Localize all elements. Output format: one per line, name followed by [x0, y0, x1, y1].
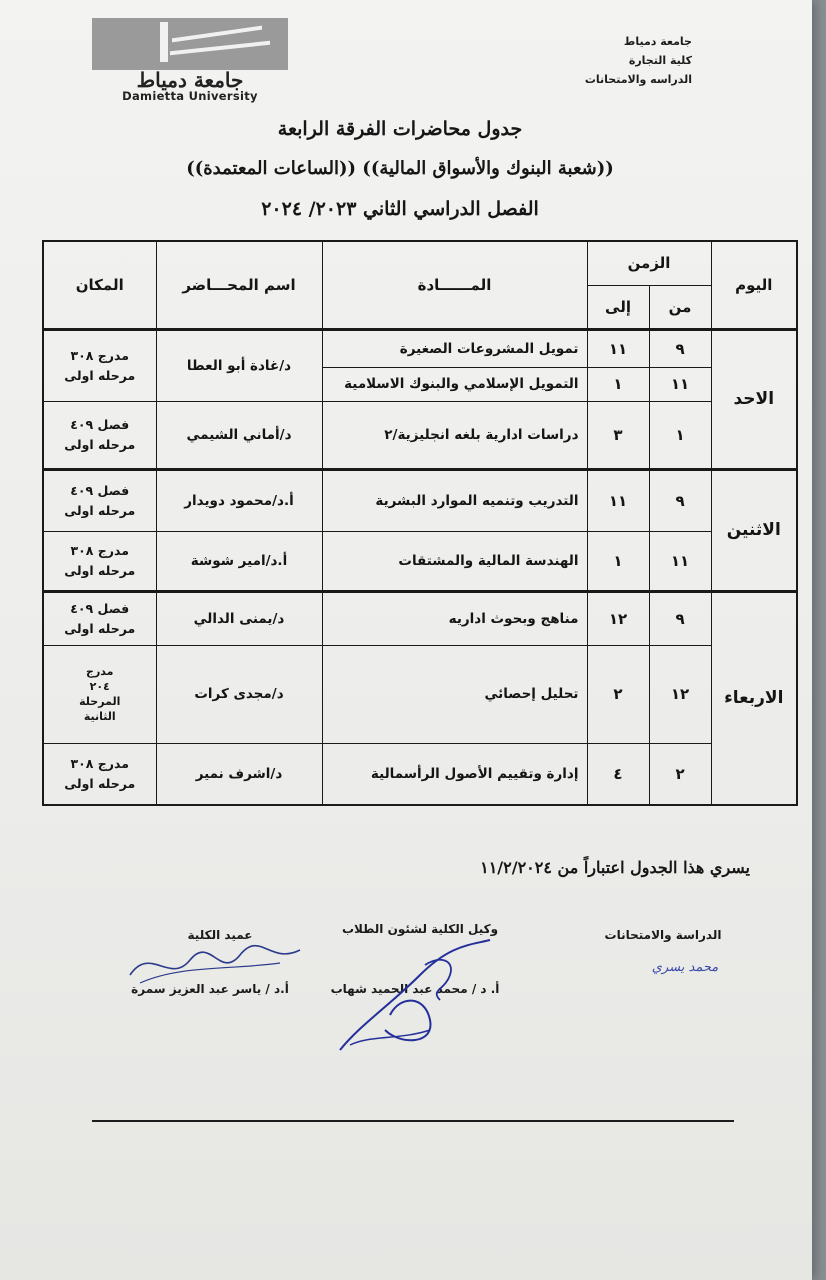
- place-line: مرحله اولى: [64, 502, 136, 518]
- table-row: [43, 591, 797, 645]
- place-line: مدرج ٣٠٨: [70, 347, 129, 363]
- subject-cell: تحليل إحصائي: [322, 645, 587, 743]
- institution-line: جامعة دمياط: [623, 35, 692, 48]
- university-logo: [92, 18, 288, 102]
- header-subject: المــــــادة: [322, 241, 587, 329]
- lecturer-cell: أ.د/محمود دويدار: [156, 469, 322, 531]
- subject-cell: دراسات ادارية بلغه انجليزية/٢: [322, 401, 587, 469]
- place-line: المرحلة: [79, 695, 121, 708]
- place-line: مرحله اولى: [64, 436, 136, 452]
- table-header-row: [43, 241, 797, 285]
- place-line: مدرج ٣٠٨: [70, 542, 129, 558]
- vice-dean-title: وكيل الكلية لشئون الطلاب: [341, 922, 499, 936]
- dean-title: عميد الكلية: [187, 928, 253, 942]
- to-cell: ١١: [587, 329, 649, 367]
- institution-line: كلية التجارة: [628, 54, 692, 67]
- from-cell: ١٢: [649, 645, 711, 743]
- exams-handwritten-name: محمد يسري: [651, 960, 719, 975]
- lecturer-cell: د/أماني الشيمي: [156, 401, 322, 469]
- to-cell: ١٢: [587, 591, 649, 645]
- lecturer-cell: أ.د/امير شوشة: [156, 531, 322, 591]
- subject-cell: تمويل المشروعات الصغيرة: [322, 329, 587, 367]
- table-row: [43, 469, 797, 531]
- place-line: مرحله اولى: [64, 620, 136, 636]
- place-line: مدرج: [86, 665, 114, 678]
- place-line: مرحله اولى: [64, 367, 136, 383]
- place-cell: [43, 645, 156, 743]
- day-cell: الاربعاء: [711, 591, 797, 805]
- day-cell: الاحد: [711, 329, 797, 469]
- header-time: الزمن: [587, 241, 711, 285]
- logo-english-text: Damietta University: [122, 89, 258, 103]
- lecturer-cell: د/اشرف نمير: [156, 743, 322, 805]
- place-cell: [43, 743, 156, 805]
- from-cell: ٩: [649, 469, 711, 531]
- from-cell: ٢: [649, 743, 711, 805]
- table-row: [43, 329, 797, 367]
- place-cell: [43, 401, 156, 469]
- from-cell: ٩: [649, 329, 711, 367]
- vice-dean-name: أ. د / محمد عبد الحميد شهاب: [330, 982, 500, 996]
- day-cell: الاثنين: [711, 469, 797, 591]
- logo-mark-icon: [92, 18, 288, 70]
- institution-line: الدراسه والامتحانات: [584, 73, 692, 86]
- footer-rule: [92, 1120, 734, 1122]
- exams-title: الدراسة والامتحانات: [604, 928, 722, 942]
- vice-dean-signature-icon: [330, 935, 500, 1060]
- lecturer-cell: د/غادة أبو العطا: [156, 329, 322, 401]
- place-line: فصل ٤٠٩: [70, 482, 130, 498]
- from-cell: ١١: [649, 367, 711, 401]
- header-to: إلى: [587, 285, 649, 329]
- header-place: المكان: [43, 241, 156, 329]
- subject-cell: إدارة وتقييم الأصول الرأسمالية: [322, 743, 587, 805]
- header-day: اليوم: [711, 241, 797, 329]
- effective-date-note: يسري هذا الجدول اعتباراً من ١١/٢/٢٠٢٤: [480, 858, 750, 877]
- table-row: [43, 743, 797, 805]
- dean-name: أ.د / ياسر عبد العزيز سمرة: [131, 982, 289, 996]
- subject-cell: التدريب وتنميه الموارد البشرية: [322, 469, 587, 531]
- place-line: الثانية: [83, 710, 116, 723]
- place-line: مرحله اولى: [64, 562, 136, 578]
- header-from: من: [649, 285, 711, 329]
- place-cell: [43, 531, 156, 591]
- header-lecturer: اسم المحـــاضر: [156, 241, 322, 329]
- from-cell: ٩: [649, 591, 711, 645]
- table-row: [43, 401, 797, 469]
- to-cell: ١١: [587, 469, 649, 531]
- subject-cell: مناهج وبحوث اداريه: [322, 591, 587, 645]
- institution-block: [492, 32, 692, 89]
- place-cell: [43, 591, 156, 645]
- logo-arabic-text: جامعة دمياط: [136, 68, 244, 92]
- subject-cell: الهندسة المالية والمشتقات: [322, 531, 587, 591]
- to-cell: ١: [587, 531, 649, 591]
- subject-cell: التمويل الإسلامي والبنوك الاسلامية: [322, 367, 587, 401]
- lecturer-cell: د/يمنى الدالي: [156, 591, 322, 645]
- to-cell: ٣: [587, 401, 649, 469]
- place-line: ٢٠٤: [89, 680, 110, 693]
- from-cell: ١١: [649, 531, 711, 591]
- department-subtitle: ((شعبة البنوك والأسواق المالية)) ((الساعات المعتمدة)): [186, 158, 614, 179]
- table-row: [43, 645, 797, 743]
- lecturer-cell: د/مجدى كرات: [156, 645, 322, 743]
- semester-subtitle: الفصل الدراسي الثاني ٢٠٢٣/ ٢٠٢٤: [261, 198, 539, 220]
- to-cell: ٤: [587, 743, 649, 805]
- dean-signature-icon: [110, 935, 310, 995]
- table-row: [43, 531, 797, 591]
- place-cell: [43, 329, 156, 401]
- schedule-table: [42, 240, 798, 806]
- place-line: مدرج ٣٠٨: [70, 755, 129, 771]
- place-cell: [43, 469, 156, 531]
- to-cell: ١: [587, 367, 649, 401]
- place-line: مرحله اولى: [64, 775, 136, 791]
- from-cell: ١: [649, 401, 711, 469]
- schedule-title: جدول محاضرات الفرقة الرابعة: [277, 118, 523, 140]
- to-cell: ٢: [587, 645, 649, 743]
- place-line: فصل ٤٠٩: [70, 416, 130, 432]
- place-line: فصل ٤٠٩: [70, 600, 130, 616]
